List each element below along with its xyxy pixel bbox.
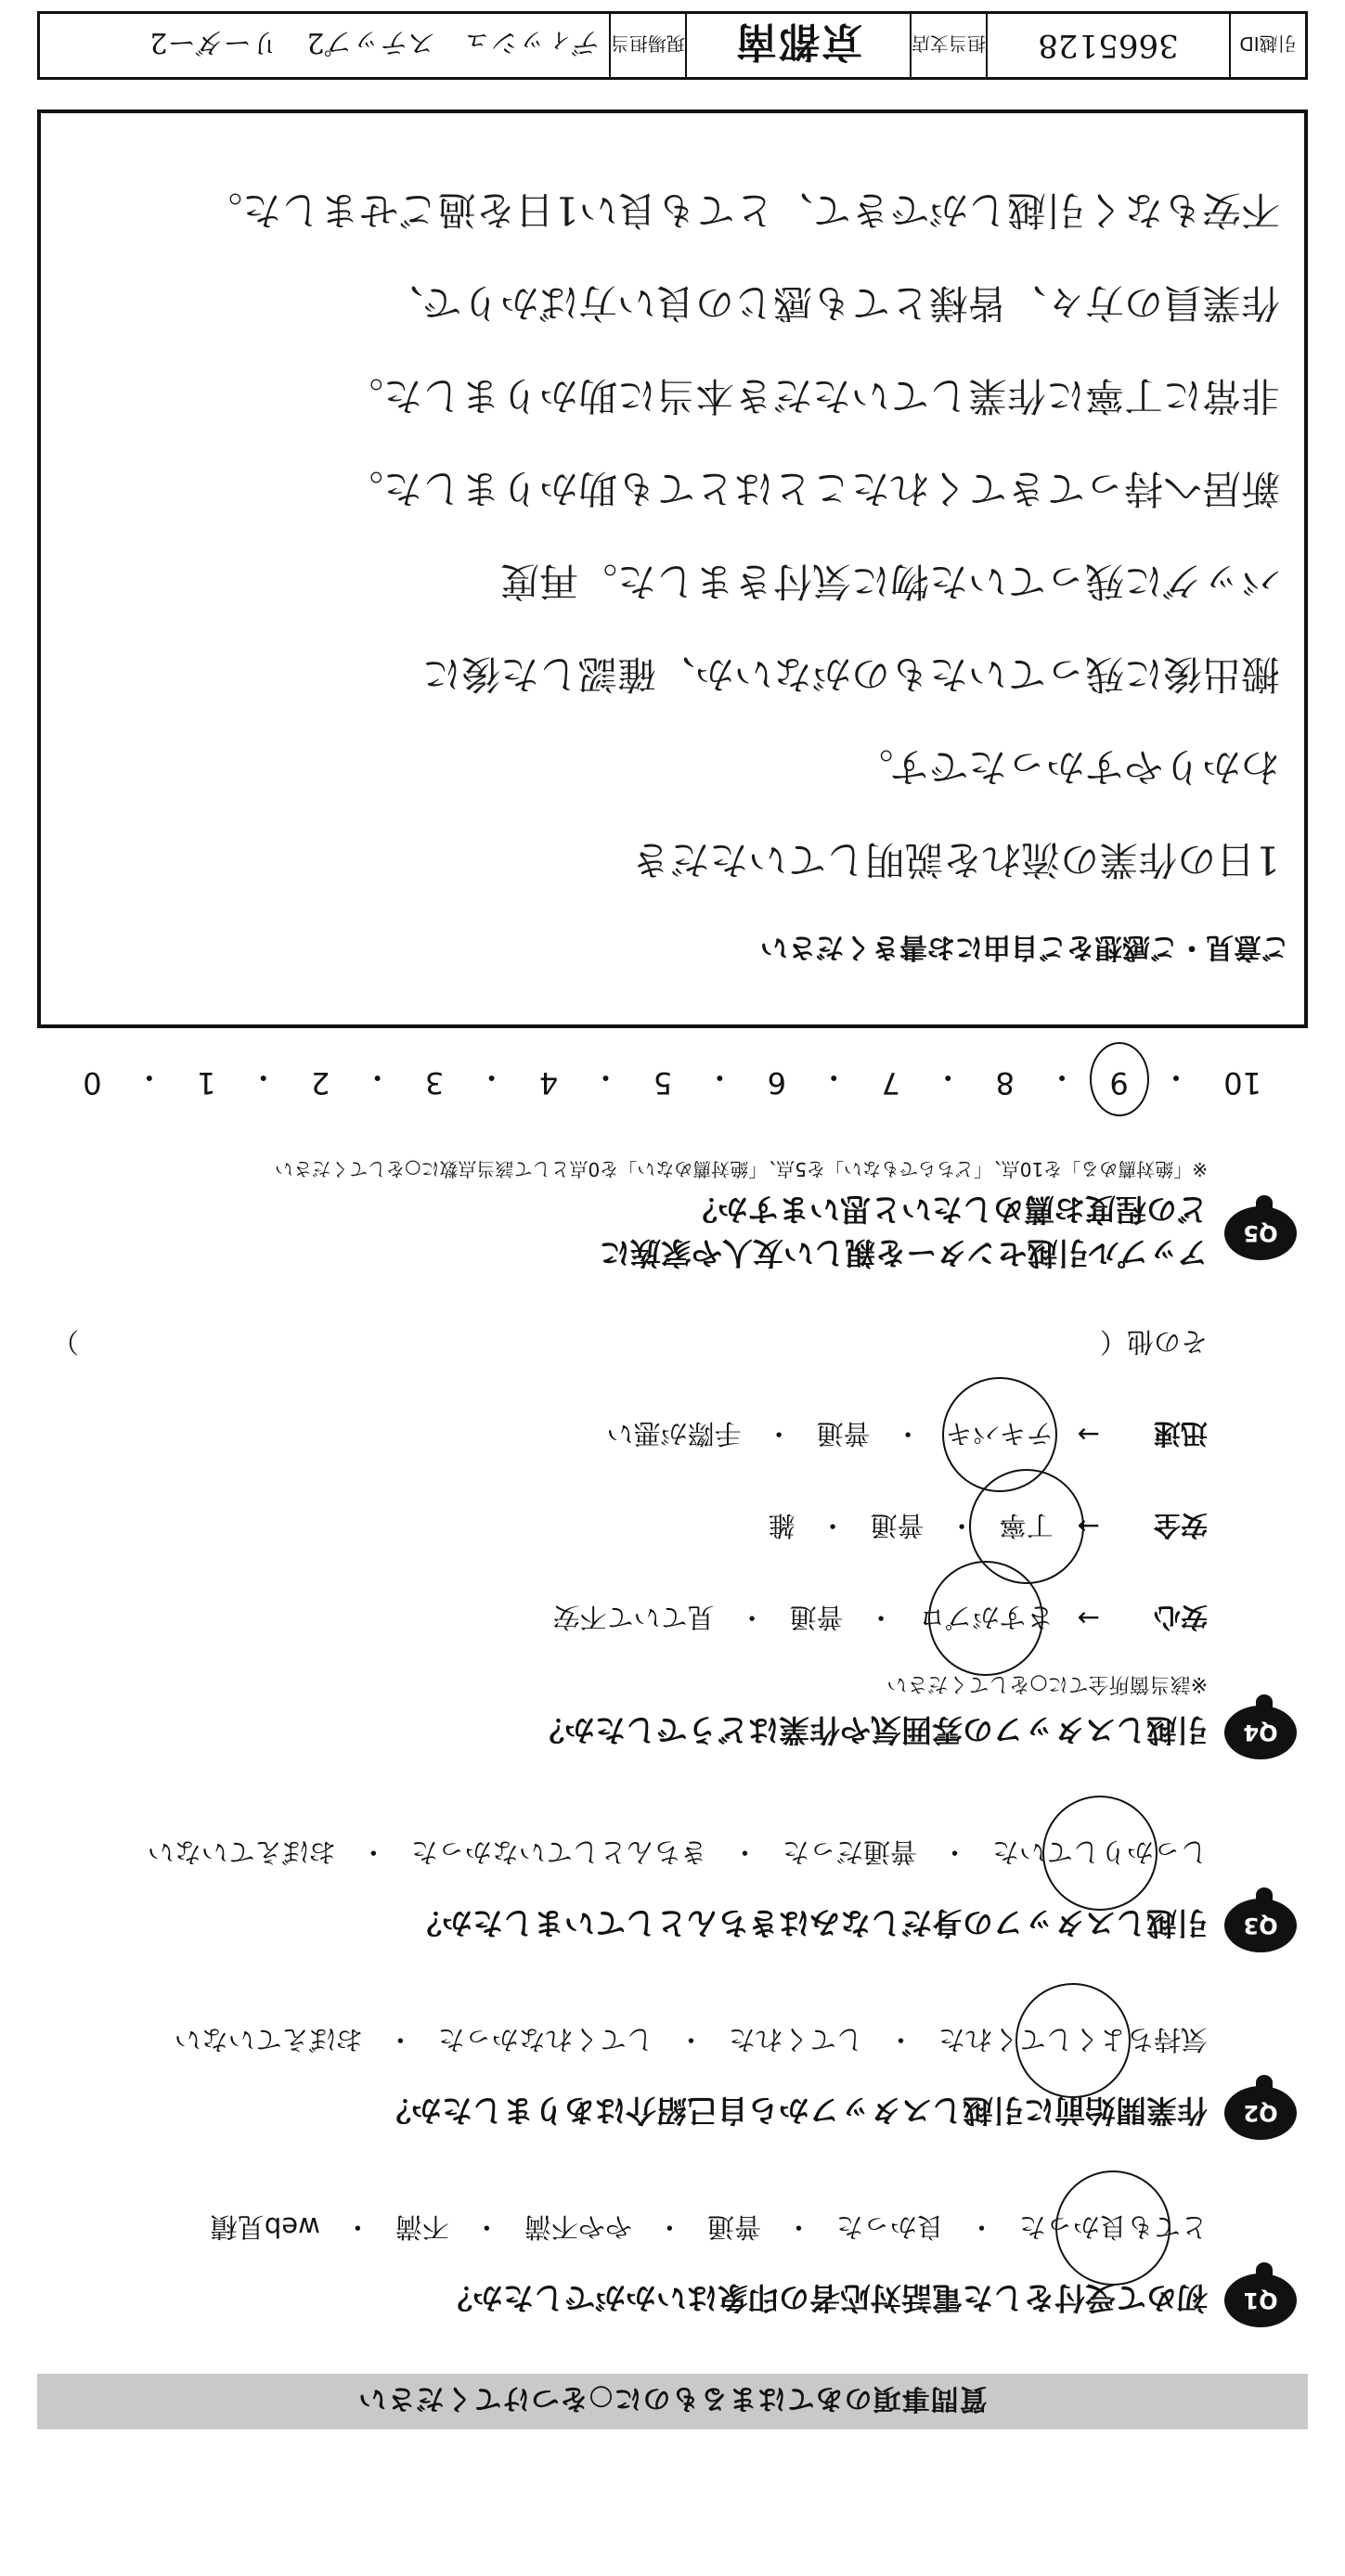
arrow-icon: → bbox=[1077, 1511, 1100, 1543]
score-10[interactable]: 10 bbox=[1223, 1065, 1261, 1101]
question-note: ※該当箇所全てに○をしてください bbox=[886, 1672, 1208, 1695]
question-number-badge: Q2 bbox=[1224, 2086, 1297, 2140]
comment-line: 1日の作業の流れを説明していただき bbox=[631, 837, 1280, 882]
option[interactable]: おぼえていない bbox=[147, 1836, 336, 1868]
option[interactable]: やや不満 bbox=[524, 2211, 632, 2243]
nps-scale: 10 ・ 9 ・ 8 ・ 7 ・ 6 ・ 5 ・ 4 ・ 3 ・ 2 ・ 1 ・ 0 bbox=[83, 1060, 1261, 1101]
score-3[interactable]: 3 bbox=[424, 1065, 445, 1101]
comment-line: 不安もなく引越しができて、とても良い1日を過ごせました。 bbox=[203, 187, 1280, 233]
question-q2 bbox=[34, 2022, 1297, 2140]
option-selected[interactable]: テキパキ bbox=[946, 1416, 1054, 1454]
q4-row-anzen: 安全 → 丁寧 ・ 普通 ・ 雑 bbox=[34, 1508, 1208, 1546]
answer-options: とても良かった ・ 良かった ・ 普通 ・ やや不満 ・ 不満 ・ web見積 bbox=[34, 2209, 1208, 2248]
option[interactable]: 良かった bbox=[835, 2211, 944, 2243]
question-text: 初めて受付をした電話対応者の印象はいかがでしたか？ bbox=[442, 2280, 1208, 2317]
score-1[interactable]: 1 bbox=[197, 1065, 216, 1101]
id-label: 引越ID bbox=[1229, 14, 1305, 77]
comment-title: ご意見・ご感想をご自由にお書きください bbox=[760, 931, 1289, 963]
option[interactable]: 見ていて不安 bbox=[552, 1602, 715, 1633]
answer-options: 気持ちよくしてくれた ・ してくれた ・ してくれなかった ・ おぼえていない bbox=[34, 2022, 1208, 2060]
question-q3 bbox=[34, 1835, 1297, 1952]
option-selected[interactable]: 丁寧 bbox=[1000, 1508, 1054, 1546]
option[interactable]: 雑 bbox=[768, 1510, 795, 1541]
branch-logo: 京都南 bbox=[685, 14, 910, 77]
question-number-badge: Q5 bbox=[1224, 1206, 1297, 1260]
option[interactable]: 普通だった bbox=[782, 1836, 917, 1868]
question-text: 作業開始前に引越しスタッフから自己紹介はありましたか？ bbox=[381, 2093, 1208, 2130]
comment-line: わかりやすかったです。 bbox=[854, 744, 1280, 790]
option[interactable]: きちんとしていなかった bbox=[410, 1836, 707, 1868]
question-text: 引越しスタッフの雰囲気や作業はどうでしたか？ bbox=[534, 1712, 1208, 1749]
row-category: 迅速 bbox=[1153, 1418, 1208, 1449]
option[interactable]: 普通 bbox=[870, 1510, 925, 1541]
question-number-badge: Q1 bbox=[1224, 2273, 1297, 2327]
handwritten-comment bbox=[55, 163, 1280, 906]
comment-line: 新居へ持ってきてくれたことはとても助かりました。 bbox=[343, 466, 1280, 511]
score-8[interactable]: 8 bbox=[995, 1065, 1015, 1101]
score-5[interactable]: 5 bbox=[653, 1065, 673, 1101]
option[interactable]: してくれなかった bbox=[437, 2024, 653, 2055]
option-selected[interactable]: しっかりしていた bbox=[992, 1835, 1208, 1873]
staff-value: ディッシュ ステップ2 リーダー2 bbox=[149, 26, 600, 58]
answer-options: しっかりしていた ・ 普通だった ・ きちんとしていなかった ・ おぼえていない bbox=[34, 1835, 1208, 1873]
id-table bbox=[37, 11, 1308, 80]
score-7[interactable]: 7 bbox=[881, 1065, 900, 1101]
staff-label: 現場担当 bbox=[609, 14, 685, 77]
option[interactable]: してくれた bbox=[728, 2024, 863, 2055]
comment-line: 搬出後に残っていたものがないか、確認した後に bbox=[421, 651, 1280, 697]
question-q4 bbox=[34, 1324, 1297, 1759]
arrow-icon: → bbox=[1077, 1603, 1100, 1635]
question-text: 引越しスタッフの身だしなみはきちんとしていましたか？ bbox=[411, 1905, 1208, 1942]
question-number-badge: Q3 bbox=[1224, 1899, 1297, 1952]
question-text-line2: どの程度お薦めしたいと思いますか？ bbox=[687, 1191, 1208, 1228]
score-2[interactable]: 2 bbox=[311, 1065, 330, 1101]
option[interactable]: web見積 bbox=[210, 2211, 320, 2243]
question-number-badge: Q4 bbox=[1224, 1706, 1297, 1759]
score-4[interactable]: 4 bbox=[538, 1065, 559, 1101]
question-note: ※「絶対薦める」を10点、「どちらでもない」を5点、「絶対薦めない」を0点として該当点数に○をしてください bbox=[275, 1158, 1208, 1180]
comment-line: 作業員の方々、皆様とても感じの良い方ばかりで、 bbox=[383, 280, 1280, 326]
option[interactable]: 普通 bbox=[789, 1602, 844, 1633]
option[interactable]: 普通 bbox=[816, 1418, 871, 1449]
row-category: 安全 bbox=[1153, 1510, 1208, 1541]
question-q5 bbox=[34, 1157, 1297, 1277]
q4-row-anshin: 安心 → さすがプロ ・ 普通 ・ 見ていて不安 bbox=[34, 1600, 1208, 1638]
question-text-line1: アップル引越センターを親しい友人や家族に bbox=[599, 1235, 1208, 1271]
branch-label: 担当支店 bbox=[910, 14, 986, 77]
option[interactable]: 不満 bbox=[394, 2211, 449, 2243]
arrow-icon: → bbox=[1077, 1419, 1100, 1451]
comment-line: 非常に丁寧に作業していただき本当に助かりました。 bbox=[343, 373, 1280, 419]
option[interactable]: 普通 bbox=[706, 2211, 761, 2243]
option-selected[interactable]: さすがプロ bbox=[919, 1600, 1054, 1638]
comment-line: バッグに残っていた物に気付きました。再度 bbox=[499, 559, 1280, 604]
id-value: 3665128 bbox=[986, 14, 1229, 77]
instruction-band bbox=[37, 2374, 1308, 2429]
option-selected[interactable]: 気持ちよくしてくれた bbox=[938, 2022, 1208, 2060]
q4-row-jinsoku: 迅速 → テキパキ ・ 普通 ・ 手際が悪い bbox=[34, 1416, 1208, 1454]
q4-rows bbox=[34, 1416, 1208, 1638]
question-q1 bbox=[34, 2209, 1297, 2327]
other-field[interactable]: その他（） bbox=[51, 1326, 1208, 1358]
option[interactable]: 手際が悪い bbox=[606, 1418, 742, 1449]
option-selected[interactable]: とても良かった bbox=[1019, 2209, 1208, 2248]
option[interactable]: おぼえていない bbox=[174, 2024, 363, 2055]
row-category: 安心 bbox=[1153, 1602, 1208, 1633]
instruction-text: 質問事項のあてはまるものに○をつけてください bbox=[357, 2382, 988, 2415]
score-9-selected[interactable]: 9 bbox=[1109, 1058, 1128, 1101]
score-0[interactable]: 0 bbox=[83, 1065, 102, 1101]
score-6[interactable]: 6 bbox=[767, 1065, 787, 1101]
